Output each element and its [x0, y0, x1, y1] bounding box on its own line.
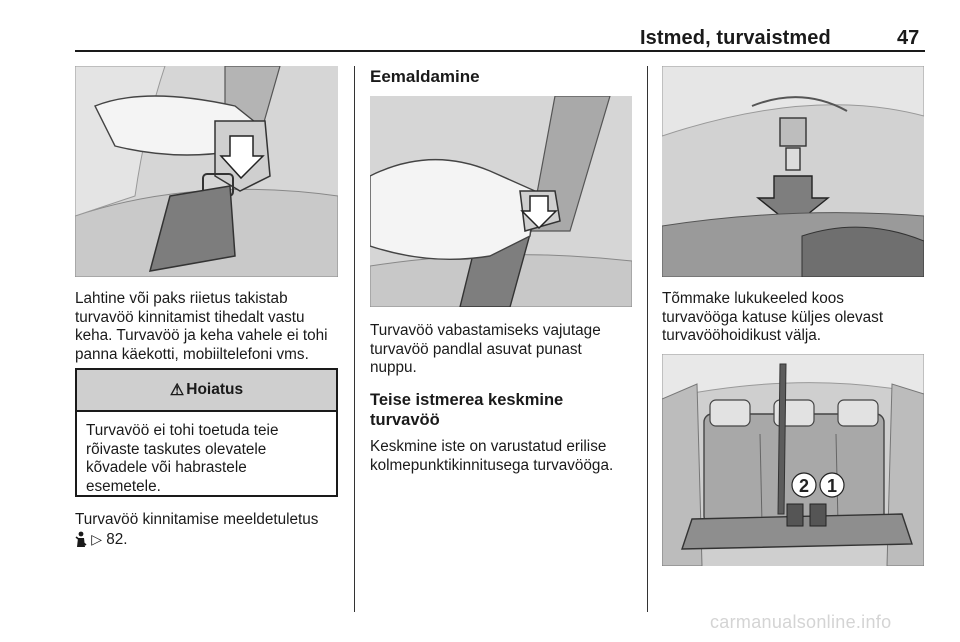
header-rule — [75, 50, 925, 52]
column-divider-1 — [354, 66, 355, 612]
rear-seat-illustration — [662, 354, 924, 566]
callout-2: 2 — [798, 476, 810, 496]
col1-paragraph: Lahtine või paks riietus takistab turvavöö kinnitamist tihedalt vastu keha. Turvavöö ja keha vahele ei tohi panna käekotti, mobiiltelefoni vms. — [75, 290, 328, 363]
section-title: Istmed, turvaistmed — [640, 27, 831, 49]
callout-1: 1 — [826, 476, 838, 496]
warning-box — [75, 368, 338, 497]
reminder-text: Turvavöö kinnitamise meeldetuletus — [75, 511, 319, 528]
page-number: 47 — [897, 27, 920, 49]
roof-holder-illustration — [662, 66, 924, 277]
col2-paragraph: Turvavöö vabastamiseks vajutage turvavöö pandlal asuvat punast nuppu. — [370, 322, 601, 377]
warning-title: Hoiatus — [186, 381, 244, 398]
reminder-note — [75, 511, 345, 552]
center-belt-subheading: Teise istmerea keskmine turvavöö — [370, 391, 564, 429]
page-reference-icon: ▷ — [91, 530, 103, 547]
warning-body: Turvavöö ei tohi toetuda teie rõivaste taskutes olevatele kõvadele või habrastele esemetele. — [86, 422, 279, 495]
col3-paragraph: Tõmmake lukukeeled koos turvavööga katuse küljes olevast turvavööhoidikust välja. — [662, 290, 884, 345]
column-divider-2 — [647, 66, 648, 612]
warning-triangle-icon: ⚠ — [169, 382, 185, 399]
seatbelt-reminder-icon — [75, 531, 87, 553]
warning-header — [77, 370, 336, 412]
buckle-fastening-illustration — [75, 66, 338, 277]
buckle-release-illustration — [370, 96, 632, 307]
reminder-page-ref[interactable]: 82. — [106, 530, 128, 548]
watermark: carmanualsonline.info — [710, 612, 892, 632]
eemaldamine-title: Eemaldamine — [370, 67, 480, 86]
col2-paragraph-2: Keskmine iste on varustatud erilise kolmepunktikinnitusega turvavööga. — [370, 438, 614, 474]
